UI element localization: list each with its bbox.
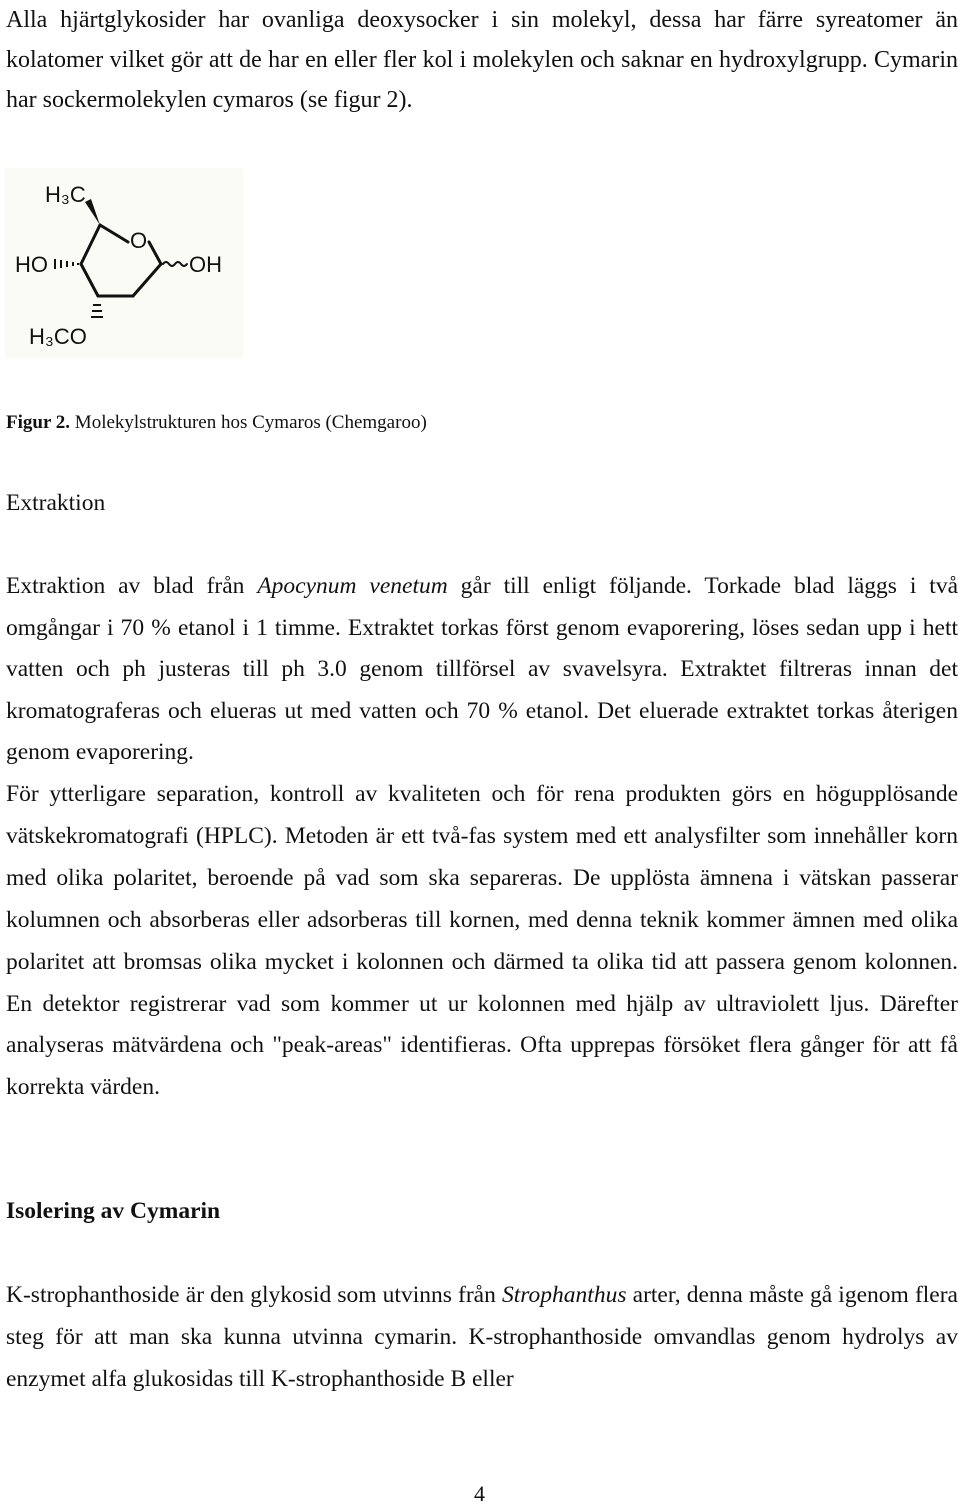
heading-extraktion: Extraktion — [6, 490, 106, 516]
wavy-bond — [163, 262, 187, 266]
ring-bond-o-c1 — [149, 242, 161, 264]
ring-oxygen-label: O — [130, 228, 148, 253]
hashed-bond-h3co — [91, 305, 103, 317]
isolation-paragraph — [6, 1274, 958, 1400]
ring-bond-c5-o — [100, 225, 128, 242]
ring-bond-c3-c4 — [81, 264, 98, 296]
wedge-bond — [85, 199, 100, 225]
isolation-text-start: K-strophanthoside är den glykosid som utvinns från — [6, 1282, 502, 1308]
oh-label: OH — [189, 252, 222, 277]
h3co-label: H₃CO — [29, 324, 87, 349]
ho-label: HO — [15, 252, 48, 277]
ring-bond-c4-c5 — [81, 225, 100, 264]
hashed-bond-ho — [55, 259, 78, 269]
figure-caption — [6, 410, 427, 436]
hplc-paragraph: För ytterligare separation, kontroll av kvaliteten och för rena produkten görs en högupplösande vätskekromatografi (HPLC). Metoden är ett två-fas system med ett analysfilter som innehåller korn med olika polaritet, beroende på vad som ska separeras. De upplösta ämnena i vätskan passerar kolumnen och absorberas eller adsorberas till kornen, med denna teknik kommer ämnen med olika polaritet att bromsas olika mycket i kolonnen och därmed ta olika tid att passera genom kolonnen. En detektor registrerar vad som kommer ut ur kolonnen med hjälp av ultraviolett ljus. Därefter analyseras mätvärdena och "peak-areas" identifieras. Ofta upprepas försöket flera gånger för att få korrekta värden. — [6, 781, 958, 1101]
page-number: 4 — [474, 1481, 485, 1506]
figure-caption-text: Molekylstrukturen hos Cymaros (Chemgaroo) — [70, 412, 427, 433]
heading-isolering: Isolering av Cymarin — [6, 1198, 221, 1224]
species-name-strophanthus: Strophanthus — [502, 1282, 627, 1308]
cymarose-structure-figure — [5, 168, 243, 358]
extraction-paragraph — [6, 566, 958, 774]
extraction-text-start: Extraktion av blad från — [6, 573, 258, 599]
isolation-text-rest: arter, denna måste gå igenom flera steg för att man ska kunna utvinna cymarin. K-strophanthoside omvandlas genom hydrolys av enzymet alfa glukosidas till K-strophanthoside B eller — [6, 1282, 958, 1392]
figure-caption-label: Figur 2. — [6, 412, 71, 433]
intro-paragraph: Alla hjärtglykosider har ovanliga deoxysocker i sin molekyl, dessa har färre syreatomer än kolatomer vilket gör att de har en eller fler kol i molekylen och saknar en hydroxylgrupp. Cymarin har sockermolekylen cymaros (se figur 2). — [6, 7, 958, 113]
h3c-label: H₃C — [45, 182, 86, 207]
extraction-text-rest: går till enligt följande. Torkade blad läggs i två omgångar i 70 % etanol i 1 timme. Extraktet torkas först genom evaporering, löses sedan upp i hett vatten och ph justeras till ph 3.0 genom tillförsel av svavelsyra. Extraktet filtreras innan det kromatograferas och elueras ut med vatten och 70 % etanol. Det eluerade extraktet torkas återigen genom evaporering. — [6, 573, 958, 766]
molecule-structure-diagram — [5, 168, 243, 358]
ring-bond-c1-c2 — [133, 264, 161, 296]
species-name-apocynum: Apocynum venetum — [257, 573, 448, 599]
